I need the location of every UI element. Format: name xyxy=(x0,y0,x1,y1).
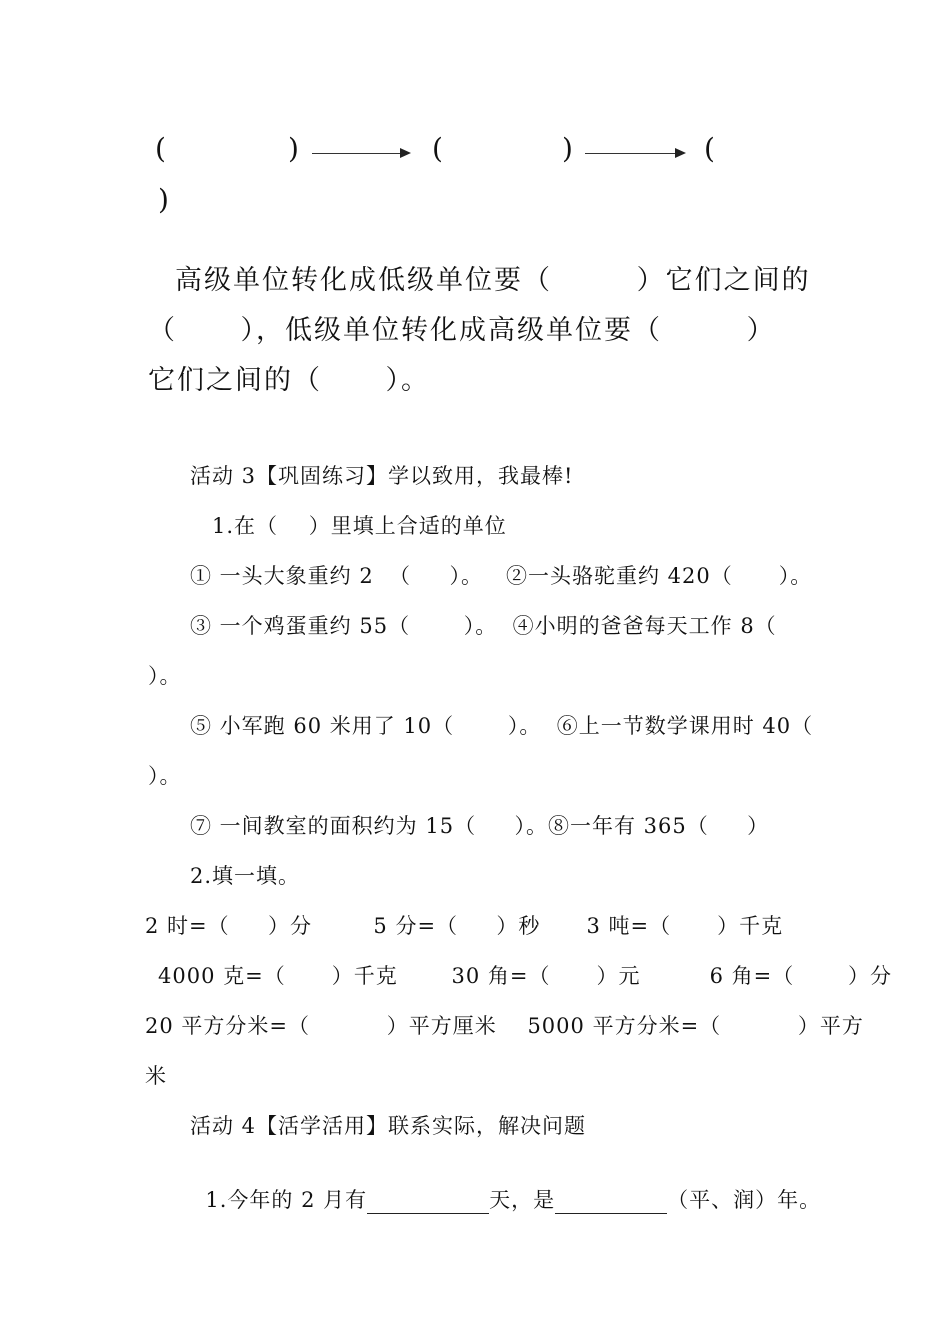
arrow-head-2-icon xyxy=(675,148,686,158)
blank-paren-open-2: ( xyxy=(432,132,443,165)
activity4-q1-text-b: 天，是 xyxy=(489,1188,556,1212)
blank-paren-close-3: ) xyxy=(158,183,169,216)
activity4-q1 xyxy=(190,1160,821,1214)
activity3-q1-title: 1.在（ ）里填上合适的单位 xyxy=(212,514,507,538)
activity3-q1-line: ⑤ 小军跑 60 米用了 10（ ）。 ⑥上一节数学课用时 40（ xyxy=(190,714,814,738)
arrow-line-2 xyxy=(585,153,677,154)
activity3-q1-line: ）。 xyxy=(148,664,182,688)
blank-paren-open-1: ( xyxy=(155,132,166,165)
rule-line-1: 高级单位转化成低级单位要（ ）它们之间的 xyxy=(175,265,811,296)
blank-paren-close-2: ) xyxy=(562,132,573,165)
activity3-q2-line: 20 平方分米=（ ）平方厘米 5000 平方分米=（ ）平方 xyxy=(145,1014,864,1038)
rule-line-2: （ ），低级单位转化成高级单位要（ ） xyxy=(148,315,776,346)
arrow-line-1 xyxy=(312,153,402,154)
blank-paren-close-1: ) xyxy=(288,132,299,165)
activity3-q2-line: 2 时=（ ）分 5 分=（ ）秒 3 吨=（ ）千克 xyxy=(145,914,784,938)
activity3-q1-line: ）。 xyxy=(148,764,182,788)
arrow-head-1-icon xyxy=(400,148,411,158)
activity3-title: 活动 3【巩固练习】学以致用，我最棒! xyxy=(190,464,574,488)
activity4-title: 活动 4【活学活用】联系实际，解决问题 xyxy=(190,1114,587,1138)
activity3-q2-line: 4000 克=（ ）千克 30 角=（ ）元 6 角=（ ）分 xyxy=(158,964,892,988)
blank-paren-open-3: ( xyxy=(704,132,715,165)
activity3-q1-line: ⑦ 一间教室的面积约为 15（ ）。⑧一年有 365（ ） xyxy=(190,814,770,838)
days-answer-blank[interactable] xyxy=(367,1192,489,1214)
activity4-q1-text-c: （平、润）年。 xyxy=(667,1188,822,1212)
activity4-q1-text-a: 1.今年的 2 月有 xyxy=(205,1188,368,1212)
rule-line-3: 它们之间的（ ）。 xyxy=(148,365,430,396)
year-type-answer-blank[interactable] xyxy=(555,1192,667,1214)
activity3-q2-title: 2.填一填。 xyxy=(190,864,301,888)
activity3-q1-line: ③ 一个鸡蛋重约 55（ ）。 ④小明的爸爸每天工作 8（ xyxy=(190,614,777,638)
activity3-q2-line: 米 xyxy=(145,1064,167,1088)
activity3-q1-line: ① 一头大象重约 2 （ ）。 ②一头骆驼重约 420（ ）。 xyxy=(190,564,813,588)
